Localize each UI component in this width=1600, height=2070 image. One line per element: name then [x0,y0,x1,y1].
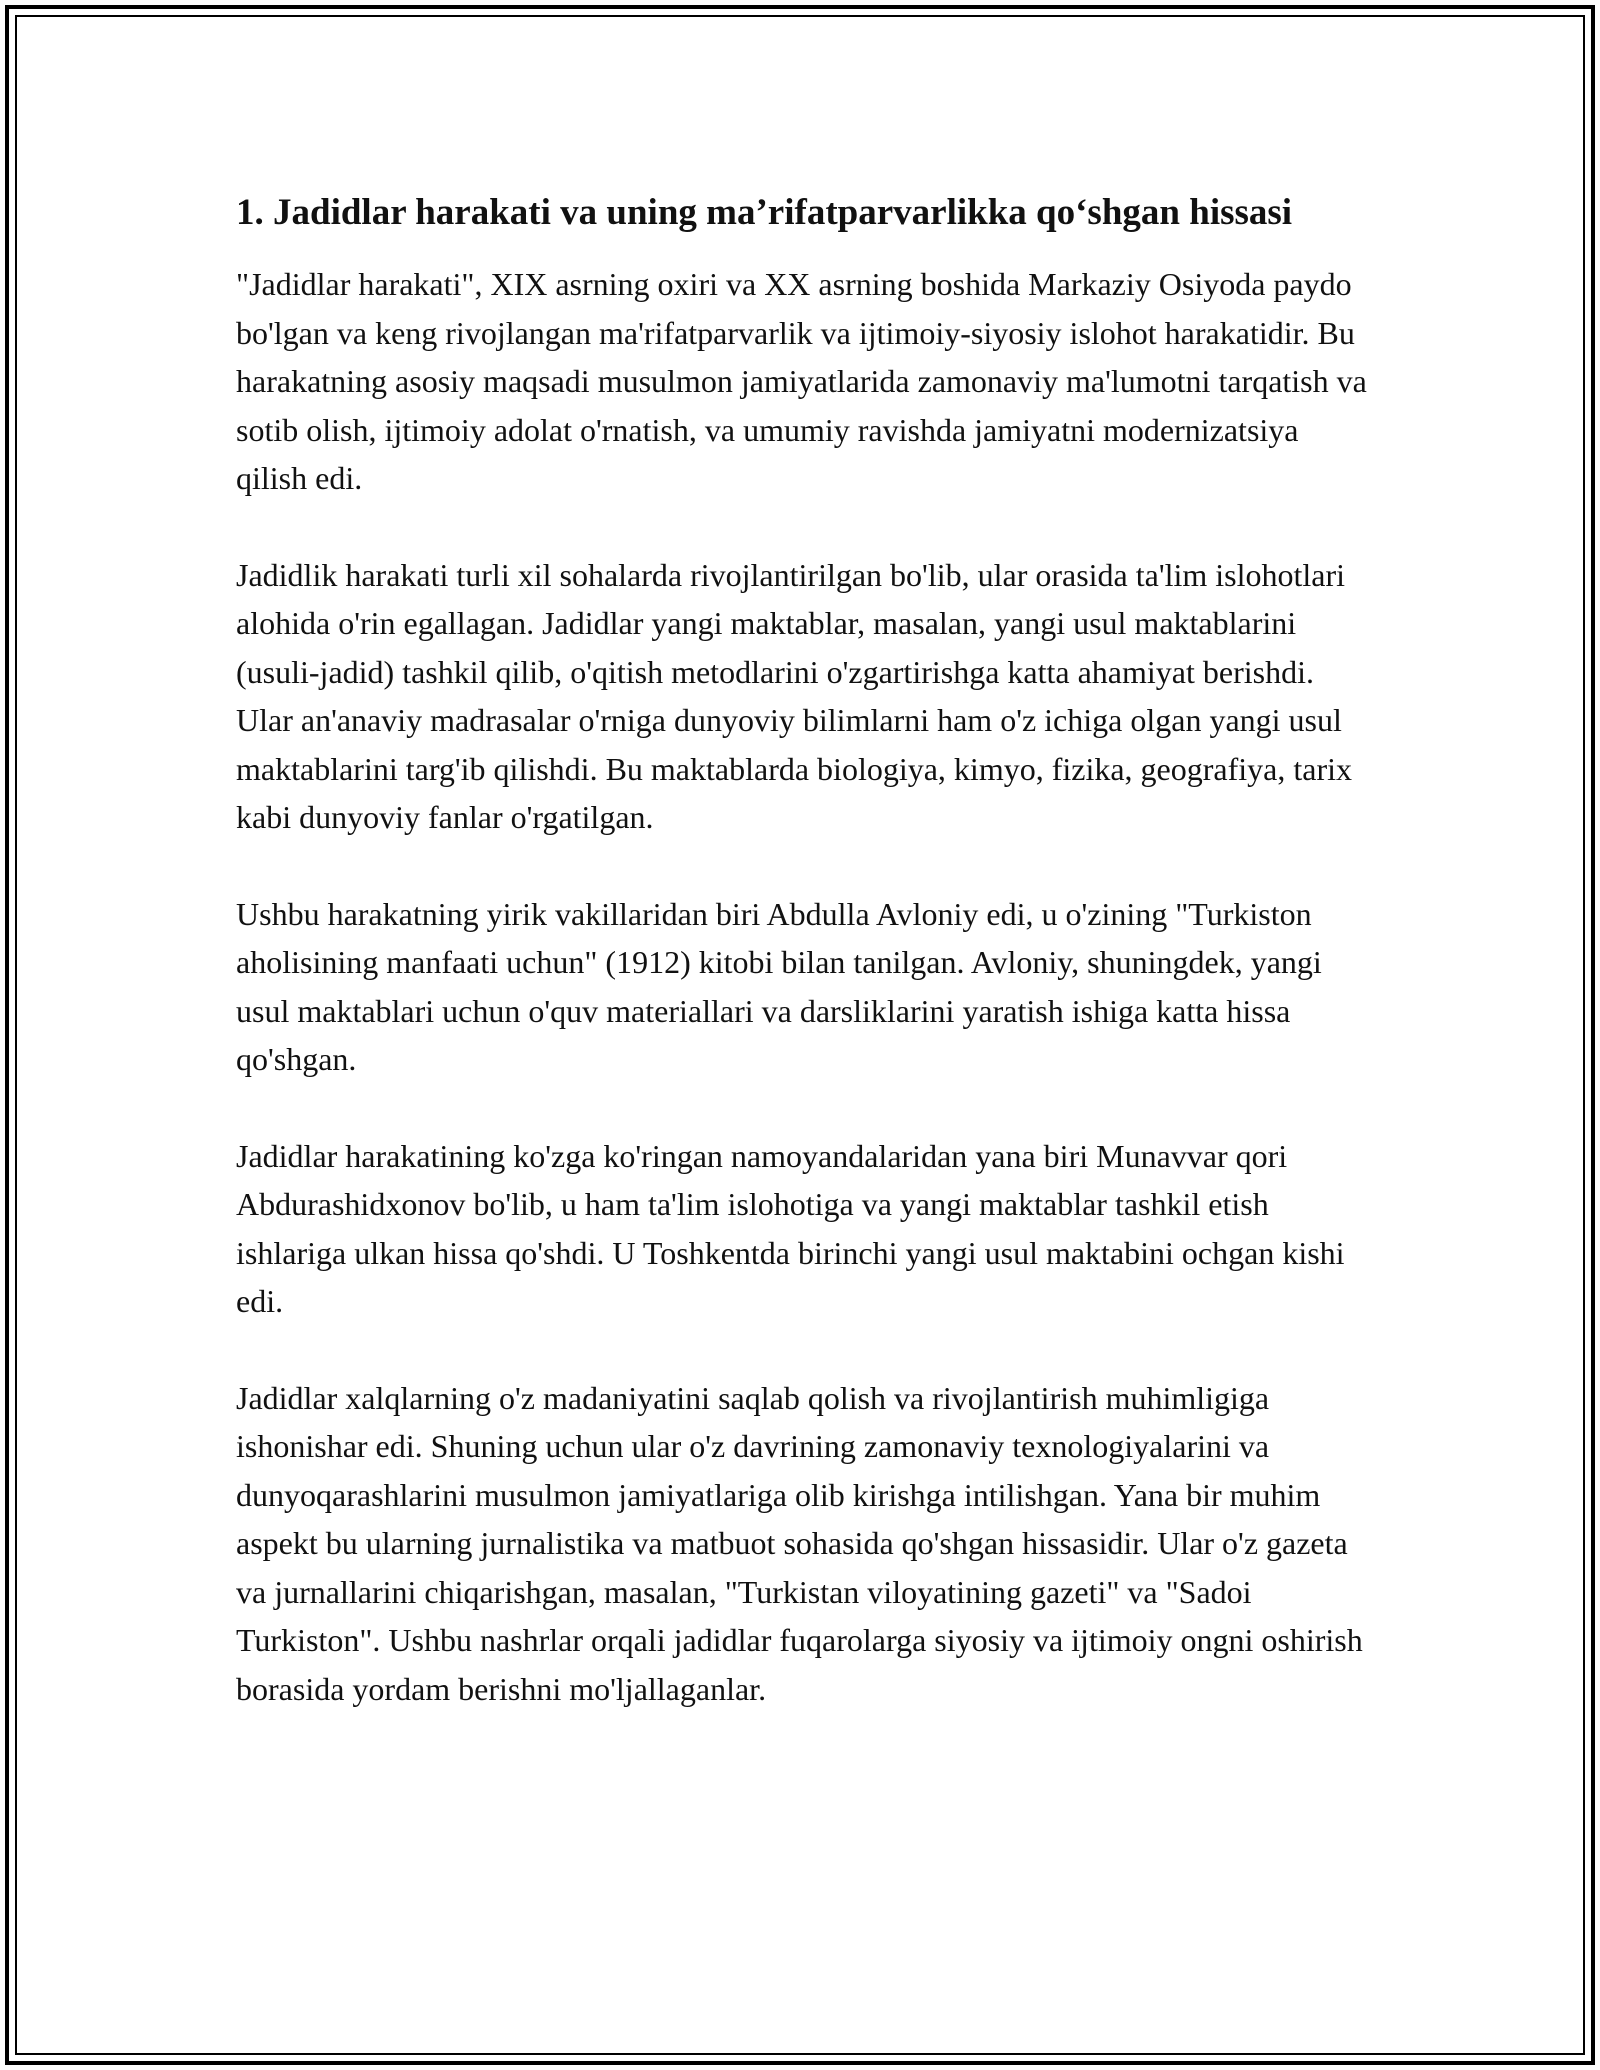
paragraph-intro: "Jadidlar harakati", XIX asrning oxiri va XX asrning boshida Markaziy Osiyoda paydo bo'lgan va keng rivojlangan ma'rifatparvarlik va ijtimoiy-siyosiy islohot harakatidir. Bu harakatning asosiy maqsadi musulmon jamiyatlarida zamonaviy ma'lumotni tarqatish va sotib olish, ijtimoiy adolat o'rnatish, va umumiy ravishda jamiyatni modernizatsiya qilish edi. [236,266,1367,496]
section-heading: 1. Jadidlar harakati va uning ma’rifatparvarlikka qo‘shgan hissasi [236,192,1293,233]
paragraph-culture-press: Jadidlar xalqlarning o'z madaniyatini saqlab qolish va rivojlantirish muhimligiga ishonishar edi. Shuning uchun ular o'z davrining zamonaviy texnologiyalarini va dunyoqarashlarini musulmon jamiyatlariga olib kirishga intilishgan. Yana bir muhim aspekt bu ularning jurnalistika va matbuot sohasida qo'shgan hissasidir. Ular o'z gazeta va jurnallarini chiqarishgan, masalan, "Turkistan viloyatining gazeti" va "Sadoi Turkiston". Ushbu nashrlar orqali jadidlar fuqarolarga siyosiy va ijtimoiy ongni oshirish borasida yordam berishni mo'ljallaganlar. [236,1379,1363,1707]
paragraph-munavvar-qori: Jadidlar harakatining ko'zga ko'ringan namoyandalaridan yana biri Munavvar qori Abdurashidxonov bo'lib, u ham ta'lim islohotiga va yangi maktablar tashkil etish ishlariga ulkan hissa qo'shdi. U Toshkentda birinchi yangi usul maktabini ochgan kishi edi. [236,1137,1345,1319]
document-body [236,186,1376,1761]
paragraph-avloniy: Ushbu harakatning yirik vakillaridan biri Abdulla Avloniy edi, u o'zining "Turkiston aholisining manfaati uchun" (1912) kitobi bilan tanilgan. Avloniy, shuningdek, yangi usul maktablari uchun o'quv materiallari va darsliklarini yaratish ishiga katta hissa qo'shgan. [236,895,1322,1077]
paragraph-education-reforms: Jadidlik harakati turli xil sohalarda rivojlantirilgan bo'lib, ular orasida ta'lim islohotlari alohida o'rin egallagan. Jadidlar yangi maktablar, masalan, yangi usul maktablarini (usuli-jadid) tashkil qilib, o'qitish metodlarini o'zgartirishga katta ahamiyat berishdi. Ular an'anaviy madrasalar o'rniga dunyoviy bilimlarni ham o'z ichiga olgan yangi usul maktablarini targ'ib qilishdi. Bu maktablarda biologiya, kimyo, fizika, geografiya, tarix kabi dunyoviy fanlar o'rgatilgan. [236,556,1352,835]
